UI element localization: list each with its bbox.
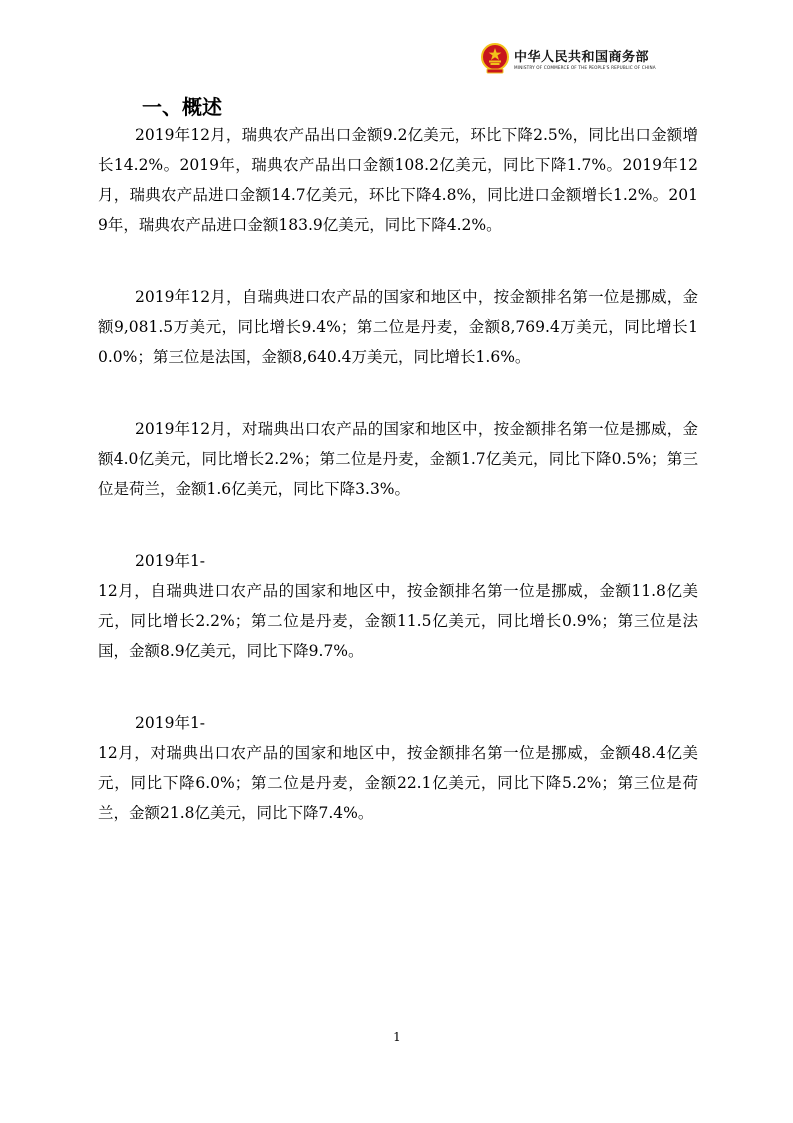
paragraph-export-annual (98, 708, 698, 828)
paragraph-import-december: 2019年12月，自瑞典进口农产品的国家和地区中，按金额排名第一位是挪威，金额9,081.5万美元，同比增长9.4%；第二位是丹麦，金额8,769.4万美元，同比增长10.0%；第三位是法国，金额8,640.4万美元，同比增长1.6%。 (98, 288, 698, 366)
paragraph-body: 12月，自瑞典进口农产品的国家和地区中，按金额排名第一位是挪威，金额11.8亿美元，同比增长2.2%；第二位是丹麦，金额11.5亿美元，同比增长0.9%；第三位是法国，金额8.9亿美元，同比下降9.7%。 (98, 582, 698, 660)
national-emblem-icon (480, 43, 510, 75)
paragraph-lead: 2019年1- (135, 714, 206, 732)
document-body (98, 120, 698, 870)
paragraph-lead: 2019年1- (135, 552, 206, 570)
paragraph-body: 12月，对瑞典出口农产品的国家和地区中，按金额排名第一位是挪威，金额48.4亿美元，同比下降6.0%；第二位是丹麦，金额22.1亿美元，同比下降5.2%；第三位是荷兰，金额21.8亿美元，同比下降7.4%。 (98, 744, 698, 822)
ministry-name-cn: 中华人民共和国商务部 (514, 50, 650, 65)
section-title: 一、概述 (142, 95, 222, 119)
paragraph-export-december: 2019年12月，对瑞典出口农产品的国家和地区中，按金额排名第一位是挪威，金额4.0亿美元，同比增长2.2%；第二位是丹麦，金额1.7亿美元，同比下降0.5%；第三位是荷兰，金额1.6亿美元，同比下降3.3%。 (98, 420, 698, 498)
paragraph-import-annual (98, 546, 698, 666)
page-number: 1 (393, 1030, 401, 1044)
ministry-logo (480, 43, 670, 77)
ministry-name-en: MINISTRY OF COMMERCE OF THE PEOPLE'S REPUBLIC OF CHINA (514, 65, 656, 70)
paragraph-overview: 2019年12月，瑞典农产品出口金额9.2亿美元，环比下降2.5%，同比出口金额增长14.2%。2019年，瑞典农产品出口金额108.2亿美元，同比下降1.7%。2019年12月，瑞典农产品进口金额14.7亿美元，环比下降4.8%，同比进口金额增长1.2%。2019年，瑞典农产品进口金额183.9亿美元，同比下降4.2%。 (98, 126, 698, 234)
